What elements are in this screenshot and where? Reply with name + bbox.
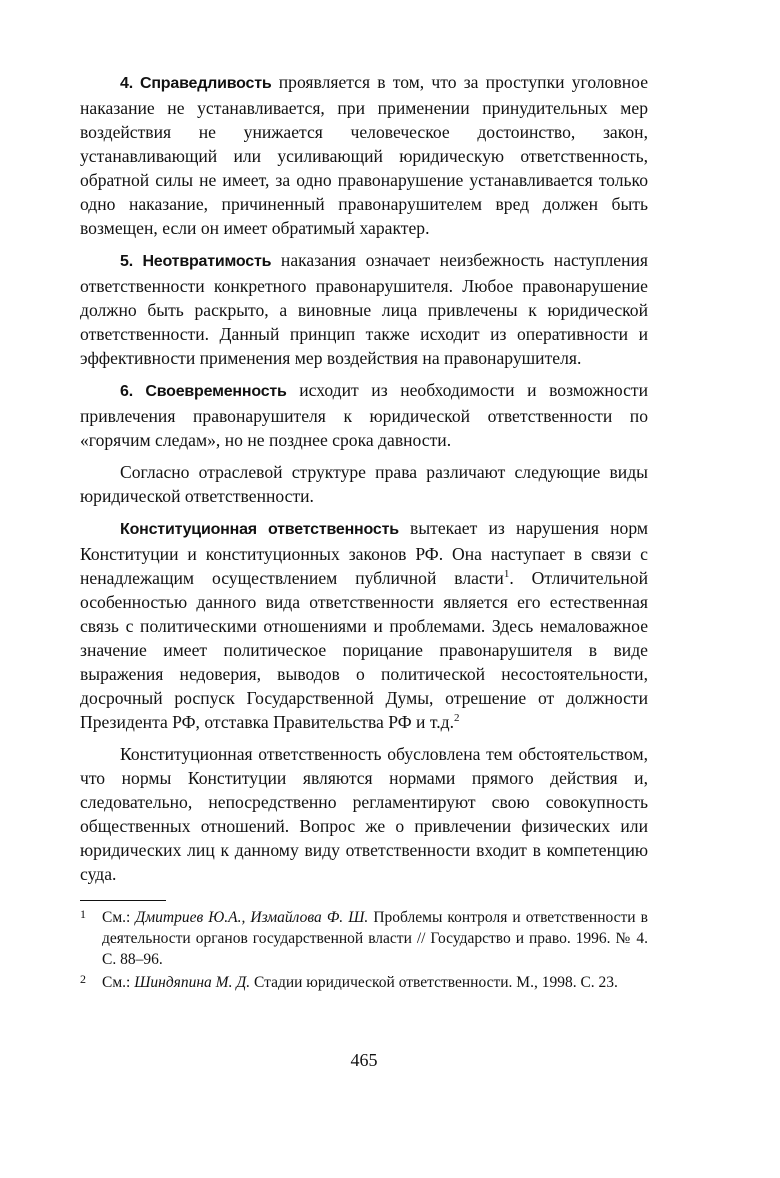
paragraph-inevitability-text: наказания означает неизбежность наступления ответственности конкретного правонарушителя. Любое правонарушение должно быть раскрыто, а виновные лица привлечены к юридической ответственности. Данный принцип также исходит из оперативности и эффективности применения мер воздействия на правонарушителя. [80, 250, 648, 368]
footnote-2-body [102, 972, 648, 993]
paragraph-justice-text: проявляется в том, что за проступки уголовное наказание не устанавливается, при применении принудительных мер воздействия не унижается человеческое достоинство, закон, устанавливающий или усиливающий юридическую ответственность, обратной силы не имеет, за одно правонарушение устанавливается только одно наказание, причиненный правонарушителем вред должен быть возмещен, если он имеет обратимый характер. [80, 72, 649, 238]
footnote-2-author: Шиндяпина М. Д. [134, 974, 251, 991]
term-inevitability: 5. Неотвратимость [120, 253, 272, 270]
footnote-ref-2[interactable]: 2 [453, 712, 460, 725]
paragraph-constitutional-text-b: . Отличительной особенностью данного вида ответственности является его естественная связь с политическими отношениями и проблемами. Здесь немаловажное значение имеет политическое порицание правонарушителя в виде выражения недоверия, выводов о политической несостоятельности, досрочный роспуск Государственной Думы, отрешение от должности Президента РФ, отставка Правительства РФ и т.д. [80, 568, 649, 732]
paragraph-timeliness-text: исходит из необходимости и возможности привлечения правонарушителя к юридической ответственности по «горячим следам», но не позднее срока давности. [80, 380, 648, 450]
footnote-1-body [102, 907, 648, 970]
footnote-1-prefix: См.: [102, 909, 136, 926]
term-constitutional-liability: Конституционная ответственность [120, 521, 399, 538]
paragraph-constitutional-liability [80, 516, 648, 734]
paragraph-constitutional-text-a: вытекает из нарушения норм Конституции и конституционных законов РФ. Она наступает в связи с ненадлежащим осуществлением публичной власти [80, 518, 648, 588]
footnote-1-author: Дмитриев Ю.А., Измайлова Ф. Ш. [135, 909, 369, 926]
term-justice: 4. Справедливость [120, 75, 272, 92]
footnote-ref-1[interactable]: 1 [503, 568, 510, 581]
page-number: 465 [350, 1050, 378, 1070]
footnote-1-text: Проблемы контроля и ответственности в деятельности органов государственной власти // Государство и право. 1996. № 4. С. 88–96. [102, 909, 648, 968]
paragraph-constitutional-conditions: Конституционная ответственность обусловлена тем обстоятельством, что нормы Конституции являются нормами прямого действия и, следовательно, непосредственно регламентируют свою совокупность общественных отношений. Вопрос же о привлечении физических или юридических лиц к данному виду ответственности входит в компетенцию суда. [80, 744, 648, 884]
footnote-1 [80, 907, 648, 970]
footnote-2 [80, 972, 648, 993]
term-timeliness: 6. Своевременность [120, 383, 287, 400]
footnote-1-mark: 1 [80, 907, 86, 921]
paragraph-justice [80, 70, 648, 240]
footnote-2-mark: 2 [80, 972, 86, 986]
paragraph-inevitability [80, 248, 648, 370]
paragraph-branch-structure: Согласно отраслевой структуре права различают следующие виды юридической ответственности. [80, 462, 648, 506]
paragraph-timeliness [80, 378, 648, 452]
footnote-divider [80, 900, 166, 901]
footnote-2-text: Стадии юридической ответственности. М., 1998. С. 23. [250, 974, 618, 991]
footnote-2-prefix: См.: [102, 974, 135, 991]
